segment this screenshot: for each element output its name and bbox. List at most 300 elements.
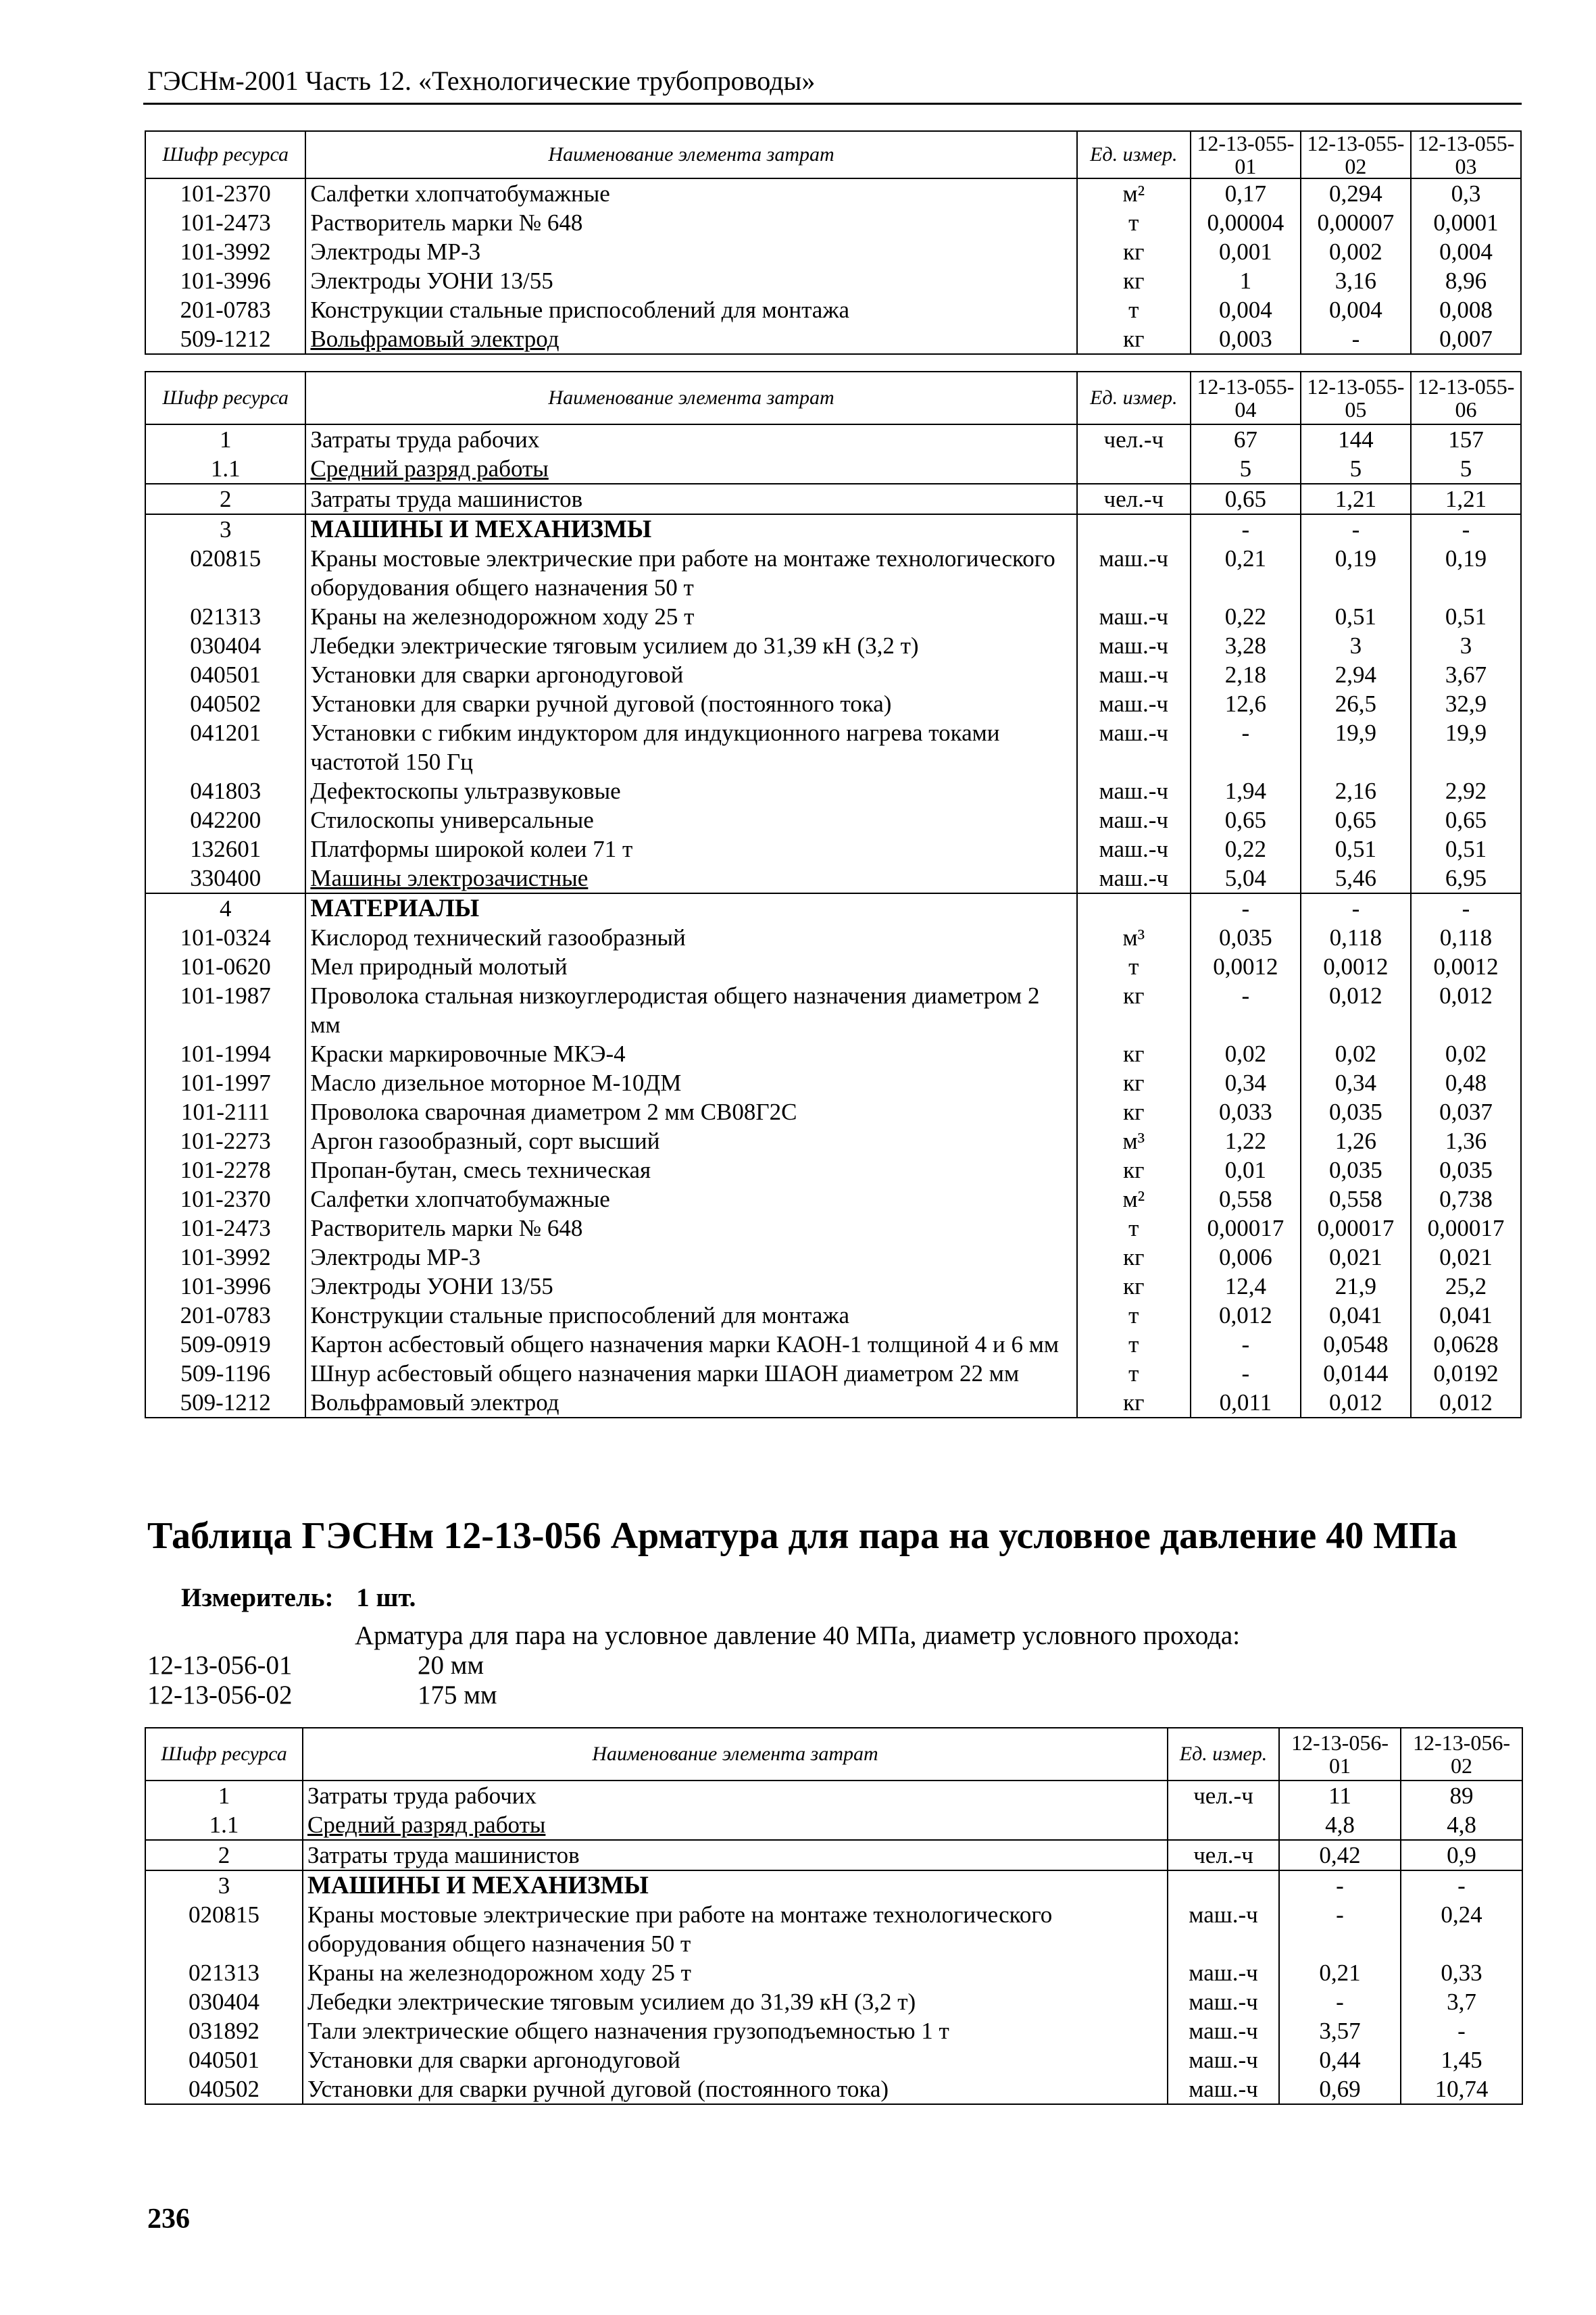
table-row bbox=[145, 660, 1521, 689]
resource-code: 020815 bbox=[145, 1900, 303, 1958]
resource-unit: кг bbox=[1077, 981, 1191, 1039]
resource-name: Салфетки хлопчатобумажные bbox=[305, 178, 1076, 208]
header-unit: Ед. измер. bbox=[1077, 131, 1191, 178]
resource-code: 040502 bbox=[145, 2074, 303, 2104]
resource-value: 0,17 bbox=[1191, 178, 1301, 208]
resource-code: 101-1997 bbox=[145, 1068, 305, 1097]
resource-unit bbox=[1168, 1870, 1279, 1900]
resource-name: Краны на железнодорожном ходу 25 т bbox=[305, 602, 1076, 631]
resource-code: 1 bbox=[145, 424, 305, 454]
resource-value: 1,26 bbox=[1301, 1126, 1411, 1155]
meter-label: Измеритель: bbox=[181, 1583, 334, 1612]
table-row bbox=[145, 1097, 1521, 1126]
resource-code: 031892 bbox=[145, 2016, 303, 2045]
resource-value: 0,021 bbox=[1411, 1243, 1521, 1272]
resource-value: 89 bbox=[1401, 1781, 1522, 1810]
resource-value: 0,118 bbox=[1301, 923, 1411, 952]
resource-code: 2 bbox=[145, 1840, 303, 1870]
resource-value: 3,16 bbox=[1301, 266, 1411, 295]
resource-value: 0,035 bbox=[1301, 1155, 1411, 1185]
resource-name: Растворитель марки № 648 bbox=[305, 208, 1076, 237]
resource-code: 040501 bbox=[145, 2045, 303, 2074]
resource-unit: маш.-ч bbox=[1077, 718, 1191, 776]
resource-value: 0,041 bbox=[1411, 1301, 1521, 1330]
table-row bbox=[145, 484, 1521, 514]
header-rule bbox=[143, 103, 1522, 105]
resource-value: 0,294 bbox=[1301, 178, 1411, 208]
resource-code: 2 bbox=[145, 484, 305, 514]
resource-value: 0,65 bbox=[1191, 805, 1301, 835]
resource-unit: т bbox=[1077, 208, 1191, 237]
resource-value: - bbox=[1191, 1359, 1301, 1388]
resource-name: Масло дизельное моторное М-10ДМ bbox=[305, 1068, 1076, 1097]
resource-code: 041201 bbox=[145, 718, 305, 776]
resource-value: 0,65 bbox=[1191, 484, 1301, 514]
resource-name: Затраты труда рабочих bbox=[303, 1781, 1168, 1810]
resource-value: 5 bbox=[1191, 454, 1301, 484]
resource-value: 0,041 bbox=[1301, 1301, 1411, 1330]
resource-value: 0,19 bbox=[1411, 544, 1521, 602]
resource-name: Электроды МР-3 bbox=[305, 1243, 1076, 1272]
resource-code: 042200 bbox=[145, 805, 305, 835]
resource-value: 0,48 bbox=[1411, 1068, 1521, 1097]
table-row bbox=[145, 1359, 1521, 1388]
resource-value: 1,21 bbox=[1411, 484, 1521, 514]
resource-value: 0,035 bbox=[1411, 1155, 1521, 1185]
resource-name: Затраты труда рабочих bbox=[305, 424, 1076, 454]
resource-code: 330400 bbox=[145, 864, 305, 893]
table-row bbox=[145, 544, 1521, 602]
resource-name: Электроды УОНИ 13/55 bbox=[305, 266, 1076, 295]
resource-value: - bbox=[1191, 893, 1301, 923]
resource-value: 0,65 bbox=[1411, 805, 1521, 835]
resource-name: Краски маркировочные МКЭ-4 bbox=[305, 1039, 1076, 1068]
table-row bbox=[145, 1987, 1522, 2016]
resource-value: - bbox=[1279, 1870, 1401, 1900]
resource-value: 2,94 bbox=[1301, 660, 1411, 689]
header-code: Шифр ресурса bbox=[145, 1728, 303, 1781]
resource-value: 32,9 bbox=[1411, 689, 1521, 718]
table-row bbox=[145, 2045, 1522, 2074]
variant-code: 12-13-056-01 bbox=[147, 1651, 293, 1680]
resource-code: 101-0620 bbox=[145, 952, 305, 981]
resource-value: - bbox=[1411, 893, 1521, 923]
resource-value: 144 bbox=[1301, 424, 1411, 454]
resource-value: 0,19 bbox=[1301, 544, 1411, 602]
resource-name: Растворитель марки № 648 bbox=[305, 1214, 1076, 1243]
resource-name: Установки с гибким индуктором для индукционного нагрева токами частотой 150 Гц bbox=[305, 718, 1076, 776]
table-row bbox=[145, 893, 1521, 923]
resource-value: 0,012 bbox=[1301, 981, 1411, 1039]
resource-name: Средний разряд работы bbox=[303, 1810, 1168, 1840]
resource-unit: маш.-ч bbox=[1168, 2016, 1279, 2045]
resource-code: 021313 bbox=[145, 1958, 303, 1987]
resource-value: 0,00017 bbox=[1411, 1214, 1521, 1243]
resource-unit: кг bbox=[1077, 324, 1191, 354]
table-row bbox=[145, 602, 1521, 631]
resource-name: Картон асбестовый общего назначения марки КАОН-1 толщиной 4 и 6 мм bbox=[305, 1330, 1076, 1359]
resource-value: 0,0628 bbox=[1411, 1330, 1521, 1359]
section-description: Арматура для пара на условное давление 40 МПа, диаметр условного прохода: bbox=[355, 1621, 1241, 1650]
section-title: Таблица ГЭСНм 12-13-056 Арматура для пара на условное давление 40 МПа bbox=[147, 1515, 1457, 1557]
resource-unit: кг bbox=[1077, 1068, 1191, 1097]
resource-value: 0,00017 bbox=[1191, 1214, 1301, 1243]
resource-value: - bbox=[1401, 1870, 1522, 1900]
table-row bbox=[145, 981, 1521, 1039]
table-row bbox=[145, 1388, 1521, 1418]
resource-name: Затраты труда машинистов bbox=[303, 1840, 1168, 1870]
resource-name: Тали электрические общего назначения грузоподъемностью 1 т bbox=[303, 2016, 1168, 2045]
variant-value: 175 мм bbox=[418, 1681, 497, 1710]
resource-value: 3 bbox=[1411, 631, 1521, 660]
resource-unit: маш.-ч bbox=[1077, 864, 1191, 893]
resource-code: 101-3992 bbox=[145, 237, 305, 266]
resource-name: Шнур асбестовый общего назначения марки ШАОН диаметром 22 мм bbox=[305, 1359, 1076, 1388]
resource-unit: кг bbox=[1077, 1388, 1191, 1418]
resource-unit: м³ bbox=[1077, 1126, 1191, 1155]
resource-value: 0,9 bbox=[1401, 1840, 1522, 1870]
resource-value: 1,21 bbox=[1301, 484, 1411, 514]
resource-unit: кг bbox=[1077, 266, 1191, 295]
resource-code: 509-1196 bbox=[145, 1359, 305, 1388]
resource-value: 5,46 bbox=[1301, 864, 1411, 893]
resource-value: 0,02 bbox=[1191, 1039, 1301, 1068]
resource-code: 020815 bbox=[145, 544, 305, 602]
resource-value: 67 bbox=[1191, 424, 1301, 454]
resource-value: - bbox=[1191, 1330, 1301, 1359]
resource-value: 6,95 bbox=[1411, 864, 1521, 893]
header-name: Наименование элемента затрат bbox=[305, 372, 1076, 424]
resource-code: 041803 bbox=[145, 776, 305, 805]
table-row bbox=[145, 1958, 1522, 1987]
resource-code: 030404 bbox=[145, 1987, 303, 2016]
resource-unit: м² bbox=[1077, 1185, 1191, 1214]
resource-name: Вольфрамовый электрод bbox=[305, 324, 1076, 354]
resource-table-055-01-03 bbox=[145, 130, 1522, 355]
resource-unit: маш.-ч bbox=[1077, 602, 1191, 631]
resource-value: 10,74 bbox=[1401, 2074, 1522, 2104]
resource-value: 19,9 bbox=[1301, 718, 1411, 776]
table-row bbox=[145, 776, 1521, 805]
table-row bbox=[145, 1330, 1521, 1359]
resource-unit: кг bbox=[1077, 1272, 1191, 1301]
resource-value: - bbox=[1411, 514, 1521, 544]
resource-value: 0,035 bbox=[1301, 1097, 1411, 1126]
table-row bbox=[145, 1870, 1522, 1900]
resource-value: 0,0144 bbox=[1301, 1359, 1411, 1388]
resource-code: 101-2370 bbox=[145, 1185, 305, 1214]
table-row bbox=[145, 952, 1521, 981]
table-row bbox=[145, 514, 1521, 544]
resource-value: 0,004 bbox=[1301, 295, 1411, 324]
resource-value: 4,8 bbox=[1279, 1810, 1401, 1840]
resource-name: Электроды МР-3 bbox=[305, 237, 1076, 266]
resource-value: 0,558 bbox=[1191, 1185, 1301, 1214]
resource-value: 0,51 bbox=[1411, 602, 1521, 631]
resource-name: Машины электрозачистные bbox=[305, 864, 1076, 893]
table-row bbox=[145, 1301, 1521, 1330]
resource-value: - bbox=[1301, 324, 1411, 354]
header-col: 12-13-055-04 bbox=[1191, 372, 1301, 424]
resource-value: 4,8 bbox=[1401, 1810, 1522, 1840]
resource-value: 3,7 bbox=[1401, 1987, 1522, 2016]
resource-value: 0,008 bbox=[1411, 295, 1521, 324]
resource-value: 0,012 bbox=[1411, 1388, 1521, 1418]
resource-value: 12,6 bbox=[1191, 689, 1301, 718]
resource-unit bbox=[1077, 454, 1191, 484]
resource-code: 132601 bbox=[145, 835, 305, 864]
header-col: 12-13-055-02 bbox=[1301, 131, 1411, 178]
table-row bbox=[145, 1810, 1522, 1840]
resource-value: 0,012 bbox=[1301, 1388, 1411, 1418]
table-row bbox=[145, 266, 1521, 295]
resource-value: 3,57 bbox=[1279, 2016, 1401, 2045]
resource-name: МАТЕРИАЛЫ bbox=[305, 893, 1076, 923]
resource-value: 0,01 bbox=[1191, 1155, 1301, 1185]
resource-code: 509-1212 bbox=[145, 324, 305, 354]
table-row bbox=[145, 718, 1521, 776]
resource-name: Проволока стальная низкоуглеродистая общего назначения диаметром 2 мм bbox=[305, 981, 1076, 1039]
resource-unit: маш.-ч bbox=[1077, 776, 1191, 805]
resource-value: 0,012 bbox=[1411, 981, 1521, 1039]
resource-code: 509-0919 bbox=[145, 1330, 305, 1359]
resource-table-055-04-06 bbox=[145, 371, 1522, 1418]
resource-value: - bbox=[1279, 1987, 1401, 2016]
resource-value: 0,02 bbox=[1301, 1039, 1411, 1068]
resource-code: 3 bbox=[145, 1870, 303, 1900]
table-row bbox=[145, 1214, 1521, 1243]
table-row bbox=[145, 2074, 1522, 2104]
resource-unit: кг bbox=[1077, 1155, 1191, 1185]
table-row bbox=[145, 424, 1521, 454]
resource-value: 5,04 bbox=[1191, 864, 1301, 893]
resource-value: 0,021 bbox=[1301, 1243, 1411, 1272]
table-row bbox=[145, 631, 1521, 660]
resource-name: МАШИНЫ И МЕХАНИЗМЫ bbox=[303, 1870, 1168, 1900]
header-col: 12-13-055-05 bbox=[1301, 372, 1411, 424]
header-code: Шифр ресурса bbox=[145, 372, 305, 424]
resource-code: 021313 bbox=[145, 602, 305, 631]
resource-code: 101-3996 bbox=[145, 1272, 305, 1301]
resource-value: 1,22 bbox=[1191, 1126, 1301, 1155]
resource-unit: маш.-ч bbox=[1077, 544, 1191, 602]
resource-name: Стилоскопы универсальные bbox=[305, 805, 1076, 835]
resource-unit: маш.-ч bbox=[1168, 1987, 1279, 2016]
resource-value: 3 bbox=[1301, 631, 1411, 660]
variant-value: 20 мм bbox=[418, 1651, 484, 1680]
header-code: Шифр ресурса bbox=[145, 131, 305, 178]
resource-value: 157 bbox=[1411, 424, 1521, 454]
table-row bbox=[145, 1840, 1522, 1870]
resource-value: 0,0192 bbox=[1411, 1359, 1521, 1388]
resource-code: 101-2273 bbox=[145, 1126, 305, 1155]
resource-value: - bbox=[1401, 2016, 1522, 2045]
resource-value: 0,00007 bbox=[1301, 208, 1411, 237]
resource-code: 4 bbox=[145, 893, 305, 923]
resource-name: Конструкции стальные приспособлений для монтажа bbox=[305, 295, 1076, 324]
resource-value: 0,42 bbox=[1279, 1840, 1401, 1870]
resource-value: 0,035 bbox=[1191, 923, 1301, 952]
resource-value: 25,2 bbox=[1411, 1272, 1521, 1301]
page-number: 236 bbox=[147, 2204, 190, 2235]
resource-code: 101-3996 bbox=[145, 266, 305, 295]
header-unit: Ед. измер. bbox=[1168, 1728, 1279, 1781]
resource-unit: маш.-ч bbox=[1077, 631, 1191, 660]
resource-unit: маш.-ч bbox=[1077, 660, 1191, 689]
resource-name: Установки для сварки аргонодуговой bbox=[305, 660, 1076, 689]
resource-unit: кг bbox=[1077, 1039, 1191, 1068]
resource-code: 1.1 bbox=[145, 454, 305, 484]
resource-code: 201-0783 bbox=[145, 1301, 305, 1330]
table-body bbox=[145, 424, 1521, 1418]
resource-value: 0,51 bbox=[1301, 835, 1411, 864]
table-row bbox=[145, 208, 1521, 237]
resource-value: - bbox=[1301, 514, 1411, 544]
resource-code: 101-2473 bbox=[145, 1214, 305, 1243]
table-row bbox=[145, 864, 1521, 893]
resource-code: 101-3992 bbox=[145, 1243, 305, 1272]
resource-value: 0,0012 bbox=[1191, 952, 1301, 981]
resource-name: Пропан-бутан, смесь техническая bbox=[305, 1155, 1076, 1185]
resource-unit: кг bbox=[1077, 1243, 1191, 1272]
resource-code: 040502 bbox=[145, 689, 305, 718]
resource-code: 201-0783 bbox=[145, 295, 305, 324]
resource-unit: маш.-ч bbox=[1077, 805, 1191, 835]
resource-value: - bbox=[1301, 893, 1411, 923]
meter-line bbox=[181, 1583, 416, 1613]
table-body bbox=[145, 1781, 1522, 2104]
header-name: Наименование элемента затрат bbox=[305, 131, 1076, 178]
resource-value: 5 bbox=[1301, 454, 1411, 484]
resource-value: 0,51 bbox=[1301, 602, 1411, 631]
table-row bbox=[145, 689, 1521, 718]
resource-value: 0,003 bbox=[1191, 324, 1301, 354]
resource-value: - bbox=[1191, 981, 1301, 1039]
resource-name: Аргон газообразный, сорт высший bbox=[305, 1126, 1076, 1155]
resource-code: 101-0324 bbox=[145, 923, 305, 952]
resource-value: 0,34 bbox=[1191, 1068, 1301, 1097]
table-row bbox=[145, 1900, 1522, 1958]
resource-value: 0,21 bbox=[1191, 544, 1301, 602]
resource-value: - bbox=[1279, 1900, 1401, 1958]
resource-value: 0,51 bbox=[1411, 835, 1521, 864]
resource-code: 3 bbox=[145, 514, 305, 544]
resource-value: 0,22 bbox=[1191, 835, 1301, 864]
table-row bbox=[145, 1039, 1521, 1068]
resource-name: МАШИНЫ И МЕХАНИЗМЫ bbox=[305, 514, 1076, 544]
resource-unit: м³ bbox=[1077, 923, 1191, 952]
resource-value: 0,24 bbox=[1401, 1900, 1522, 1958]
resource-name: Кислород технический газообразный bbox=[305, 923, 1076, 952]
resource-value: 0,004 bbox=[1411, 237, 1521, 266]
resource-value: 3,28 bbox=[1191, 631, 1301, 660]
resource-value: 0,22 bbox=[1191, 602, 1301, 631]
table-row bbox=[145, 1185, 1521, 1214]
table-row bbox=[145, 237, 1521, 266]
table-row bbox=[145, 1272, 1521, 1301]
resource-name: Установки для сварки аргонодуговой bbox=[303, 2045, 1168, 2074]
resource-unit: т bbox=[1077, 952, 1191, 981]
resource-unit bbox=[1077, 514, 1191, 544]
resource-code: 101-2111 bbox=[145, 1097, 305, 1126]
table-row bbox=[145, 805, 1521, 835]
table-row bbox=[145, 178, 1521, 208]
resource-value: 1 bbox=[1191, 266, 1301, 295]
resource-code: 1.1 bbox=[145, 1810, 303, 1840]
resource-value: 8,96 bbox=[1411, 266, 1521, 295]
resource-value: 0,006 bbox=[1191, 1243, 1301, 1272]
resource-unit: маш.-ч bbox=[1168, 1900, 1279, 1958]
resource-value: 0,44 bbox=[1279, 2045, 1401, 2074]
resource-code: 1 bbox=[145, 1781, 303, 1810]
resource-unit: чел.-ч bbox=[1077, 484, 1191, 514]
resource-name: Краны на железнодорожном ходу 25 т bbox=[303, 1958, 1168, 1987]
resource-code: 101-2278 bbox=[145, 1155, 305, 1185]
resource-code: 040501 bbox=[145, 660, 305, 689]
resource-unit: маш.-ч bbox=[1077, 835, 1191, 864]
resource-value: - bbox=[1191, 718, 1301, 776]
resource-value: 0,007 bbox=[1411, 324, 1521, 354]
resource-name: Электроды УОНИ 13/55 bbox=[305, 1272, 1076, 1301]
table-row bbox=[145, 835, 1521, 864]
resource-value: 0,558 bbox=[1301, 1185, 1411, 1214]
header-col: 12-13-055-01 bbox=[1191, 131, 1301, 178]
resource-value: 0,34 bbox=[1301, 1068, 1411, 1097]
resource-value: 0,0012 bbox=[1411, 952, 1521, 981]
resource-value: 0,001 bbox=[1191, 237, 1301, 266]
resource-unit: т bbox=[1077, 295, 1191, 324]
resource-value: 1,36 bbox=[1411, 1126, 1521, 1155]
resource-unit: м² bbox=[1077, 178, 1191, 208]
resource-value: 0,004 bbox=[1191, 295, 1301, 324]
resource-name: Краны мостовые электрические при работе на монтаже технологического оборудования общего назначения 50 т bbox=[305, 544, 1076, 602]
header-col: 12-13-056-02 bbox=[1401, 1728, 1522, 1781]
resource-value: 0,00004 bbox=[1191, 208, 1301, 237]
header-unit: Ед. измер. bbox=[1077, 372, 1191, 424]
table-header-row bbox=[145, 372, 1521, 424]
table-row bbox=[145, 295, 1521, 324]
resource-unit: т bbox=[1077, 1359, 1191, 1388]
resource-value: 0,00017 bbox=[1301, 1214, 1411, 1243]
resource-value: 12,4 bbox=[1191, 1272, 1301, 1301]
table-row bbox=[145, 1243, 1521, 1272]
resource-unit: маш.-ч bbox=[1168, 2045, 1279, 2074]
resource-name: Краны мостовые электрические при работе на монтаже технологического оборудования общего назначения 50 т bbox=[303, 1900, 1168, 1958]
resource-value: 19,9 bbox=[1411, 718, 1521, 776]
resource-unit bbox=[1168, 1810, 1279, 1840]
running-header: ГЭСНм-2001 Часть 12. «Технологические трубопроводы» bbox=[147, 66, 816, 96]
resource-code: 101-2473 bbox=[145, 208, 305, 237]
resource-name: Платформы широкой колеи 71 т bbox=[305, 835, 1076, 864]
table-row bbox=[145, 2016, 1522, 2045]
resource-value: 2,92 bbox=[1411, 776, 1521, 805]
header-col: 12-13-055-06 bbox=[1411, 372, 1521, 424]
resource-value: 0,0001 bbox=[1411, 208, 1521, 237]
resource-value: 0,0012 bbox=[1301, 952, 1411, 981]
resource-name: Затраты труда машинистов bbox=[305, 484, 1076, 514]
variant-line bbox=[147, 1680, 497, 1710]
resource-value: 0,3 bbox=[1411, 178, 1521, 208]
resource-code: 101-1994 bbox=[145, 1039, 305, 1068]
resource-unit: чел.-ч bbox=[1168, 1840, 1279, 1870]
resource-value: 0,02 bbox=[1411, 1039, 1521, 1068]
resource-value: 0,037 bbox=[1411, 1097, 1521, 1126]
resource-value: 11 bbox=[1279, 1781, 1401, 1810]
table-header-row bbox=[145, 1728, 1522, 1781]
resource-value: 2,16 bbox=[1301, 776, 1411, 805]
resource-value: 0,33 bbox=[1401, 1958, 1522, 1987]
resource-unit: т bbox=[1077, 1301, 1191, 1330]
